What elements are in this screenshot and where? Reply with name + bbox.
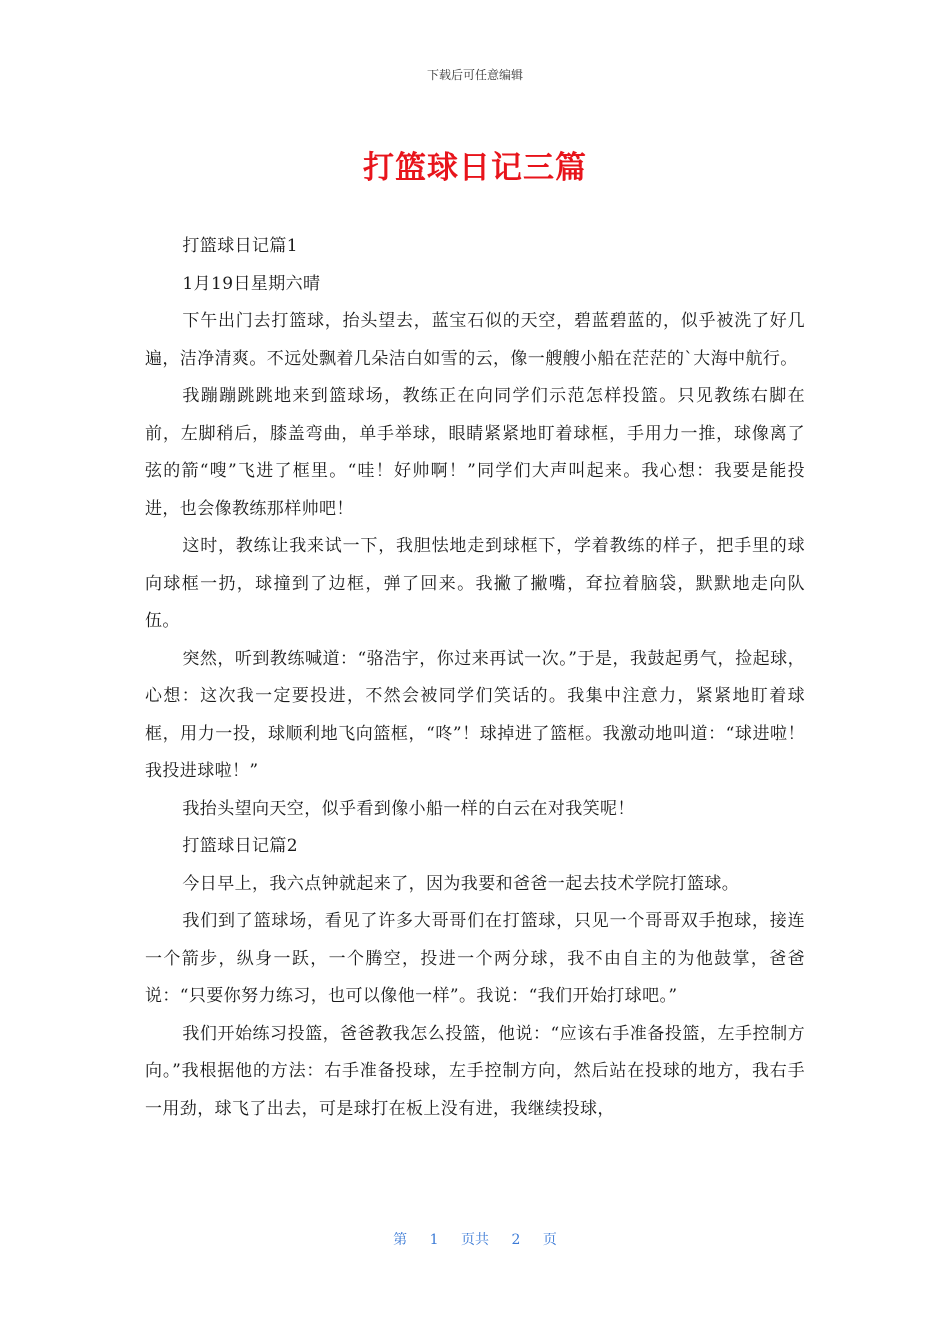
header-note: 下载后可任意编辑	[426, 68, 523, 82]
document-body	[145, 228, 805, 1128]
footer-page-suffix: 页	[542, 1232, 557, 1248]
paragraph: 突然，听到教练喊道：“骆浩宇，你过来再试一次。”于是，我鼓起勇气，捡起球，心想：这次我一定要投进，不然会被同学们笑话的。我集中注意力，紧紧地盯着球框，用力一投，球顺利地飞向篮框，“咚”！球掉进了篮框。我激动地叫道：“球进啦！我投进球啦！”	[145, 648, 805, 781]
footer-page-label: 第	[393, 1232, 408, 1248]
diary-date: 1月19日星期六晴	[182, 273, 321, 294]
page-footer	[0, 1229, 950, 1249]
paragraph: 我们到了篮球场，看见了许多大哥哥们在打篮球，只见一个哥哥双手抱球，接连一个箭步，纵身一跃，一个腾空，投进一个两分球，我不由自主的为他鼓掌，爸爸说：“只要你努力练习，也可以像他一样”。我说：“我们开始打球吧。”	[145, 911, 805, 1006]
paragraph: 我抬头望向天空，似乎看到像小船一样的白云在对我笑呢！	[182, 798, 635, 819]
paragraph: 今日早上，我六点钟就起来了，因为我要和爸爸一起去技术学院打篮球。	[182, 873, 740, 894]
footer-total-pages: 2	[511, 1232, 521, 1248]
footer-page-mid: 页共	[461, 1232, 489, 1248]
paragraph: 这时，教练让我来试一下，我胆怯地走到球框下，学着教练的样子，把手里的球向球框一扔，球撞到了边框，弹了回来。我撇了撇嘴，耷拉着脑袋，默默地走向队伍。	[145, 536, 805, 631]
section-heading-1: 打篮球日记篇1	[182, 236, 299, 256]
section-heading-2: 打篮球日记篇2	[182, 836, 299, 856]
footer-page-number: 1	[429, 1232, 439, 1248]
paragraph: 我蹦蹦跳跳地来到篮球场，教练正在向同学们示范怎样投篮。只见教练右脚在前，左脚稍后，膝盖弯曲，单手举球，眼睛紧紧地盯着球框，手用力一推，球像离了弦的箭“嗖”飞进了框里。“哇！好帅啊！”同学们大声叫起来。我心想：我要是能投进，也会像教练那样帅吧！	[145, 386, 805, 519]
page-title: 打篮球日记三篇	[363, 150, 587, 186]
paragraph: 我们开始练习投篮，爸爸教我怎么投篮，他说：“应该右手准备投篮，左手控制方向。”我根据他的方法：右手准备投球，左手控制方向，然后站在投球的地方，我右手一用劲，球飞了出去，可是球打在板上没有进，我继续投球，	[145, 1023, 805, 1119]
paragraph: 下午出门去打篮球，抬头望去，蓝宝石似的天空，碧蓝碧蓝的，似乎被洗了好几遍，洁净清爽。不远处飘着几朵洁白如雪的云，像一艘艘小船在茫茫的`大海中航行。	[145, 311, 805, 369]
